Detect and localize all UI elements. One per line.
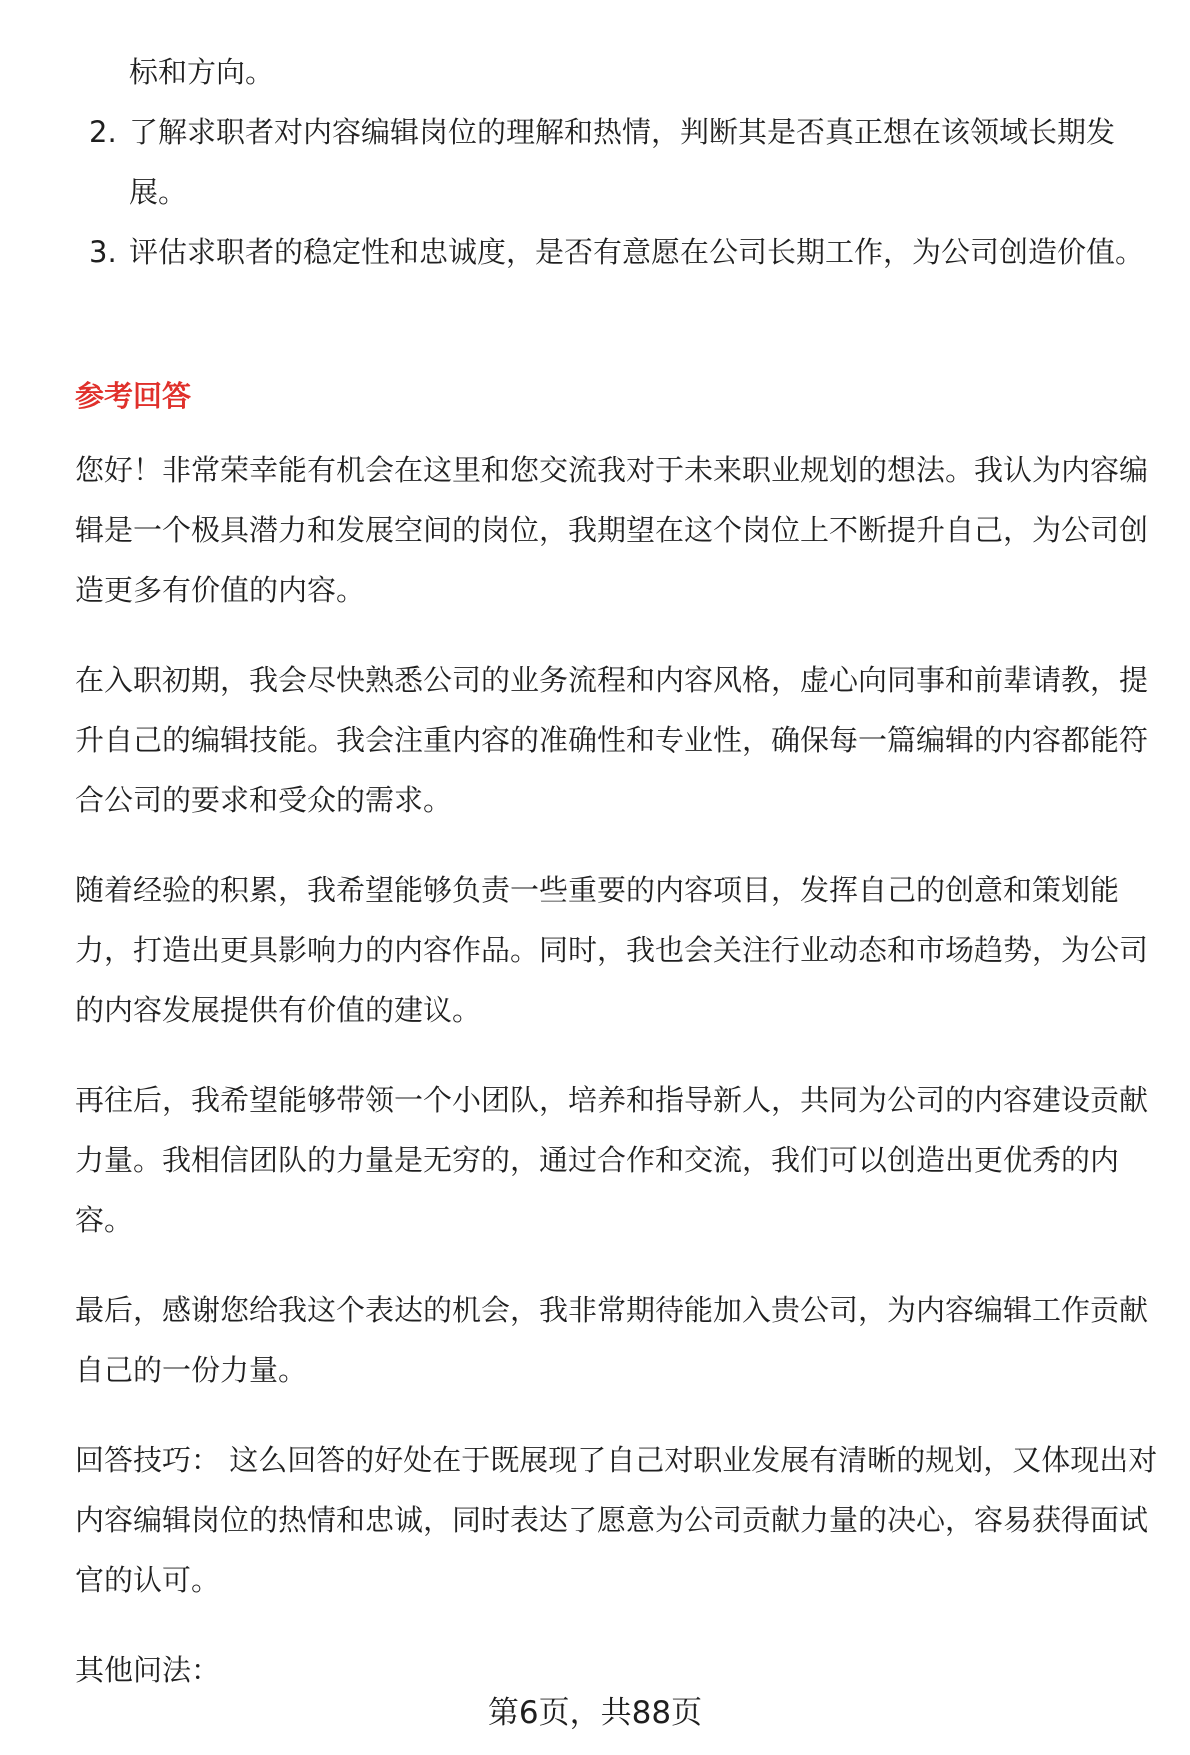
list-item [75, 42, 1165, 102]
numbered-list [75, 42, 1165, 282]
list-item-text: 标和方向。 [129, 55, 275, 89]
paragraph: 在入职初期，我会尽快熟悉公司的业务流程和内容风格，虚心向同事和前辈请教，提升自己的编辑技能。我会注重内容的准确性和专业性，确保每一篇编辑的内容都能符合公司的要求和受众的需求。 [75, 663, 1149, 817]
list-item-text: 评估求职者的稳定性和忠诚度，是否有意愿在公司长期工作，为公司创造价值。 [129, 235, 1145, 269]
other-questions-label: 其他问法： [75, 1653, 221, 1687]
list-item [75, 222, 1165, 282]
list-item-text: 了解求职者对内容编辑岗位的理解和热情，判断其是否真正想在该领域长期发展。 [129, 115, 1116, 209]
list-item [75, 102, 1165, 222]
answer-tips-paragraph: 回答技巧： 这么回答的好处在于既展现了自己对职业发展有清晰的规划，又体现出对内容编辑岗位的热情和忠诚，同时表达了愿意为公司贡献力量的决心，容易获得面试官的认可。 [75, 1443, 1158, 1597]
list-number: 2. [89, 115, 117, 149]
paragraph: 最后，感谢您给我这个表达的机会，我非常期待能加入贵公司，为内容编辑工作贡献自己的一份力量。 [75, 1293, 1149, 1387]
paragraph: 您好！非常荣幸能有机会在这里和您交流我对于未来职业规划的想法。我认为内容编辑是一个极具潜力和发展空间的岗位，我期望在这个岗位上不断提升自己，为公司创造更多有价值的内容。 [75, 453, 1149, 607]
paragraph: 随着经验的积累，我希望能够负责一些重要的内容项目，发挥自己的创意和策划能力，打造出更具影响力的内容作品。同时，我也会关注行业动态和市场趋势，为公司的内容发展提供有价值的建议。 [75, 873, 1149, 1027]
page-footer: 第6页，共88页 [487, 1695, 703, 1731]
list-number: 3. [89, 235, 117, 269]
paragraph: 再往后，我希望能够带领一个小团队，培养和指导新人，共同为公司的内容建设贡献力量。我相信团队的力量是无穷的，通过合作和交流，我们可以创造出更优秀的内容。 [75, 1083, 1149, 1237]
section-title: 参考回答 [75, 379, 192, 413]
